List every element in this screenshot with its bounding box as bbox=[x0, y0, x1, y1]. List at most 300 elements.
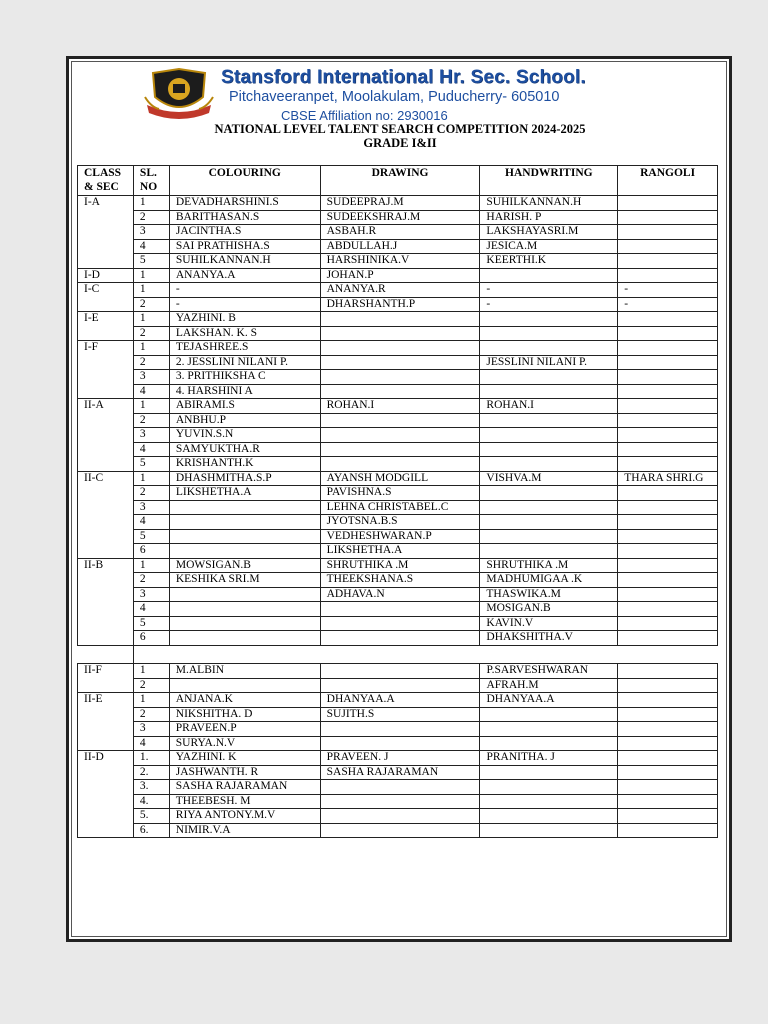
rangoli-cell bbox=[618, 326, 718, 341]
drawing-cell: ANANYA.R bbox=[320, 283, 480, 298]
handwriting-cell bbox=[480, 413, 618, 428]
drawing-cell: AYANSH MODGILL bbox=[320, 471, 480, 486]
rangoli-cell bbox=[618, 210, 718, 225]
drawing-cell bbox=[320, 794, 480, 809]
rangoli-cell bbox=[618, 312, 718, 327]
serial-cell: 5 bbox=[133, 254, 169, 269]
handwriting-cell bbox=[480, 544, 618, 559]
table-row bbox=[78, 341, 718, 356]
rangoli-cell bbox=[618, 384, 718, 399]
spacer-row bbox=[78, 645, 718, 664]
handwriting-cell: PRANITHA. J bbox=[480, 751, 618, 766]
drawing-cell: ABDULLAH.J bbox=[320, 239, 480, 254]
rangoli-cell bbox=[618, 573, 718, 588]
colouring-cell: SASHA RAJARAMAN bbox=[169, 780, 320, 795]
drawing-cell bbox=[320, 616, 480, 631]
colouring-cell: PRAVEEN.P bbox=[169, 722, 320, 737]
rangoli-cell bbox=[618, 823, 718, 838]
table-row bbox=[78, 751, 718, 766]
handwriting-cell: SUHILKANNAN.H bbox=[480, 196, 618, 211]
handwriting-cell bbox=[480, 268, 618, 283]
rangoli-cell bbox=[618, 558, 718, 573]
handwriting-cell bbox=[480, 809, 618, 824]
serial-cell: 2. bbox=[133, 765, 169, 780]
rangoli-cell bbox=[618, 765, 718, 780]
rangoli-cell bbox=[618, 678, 718, 693]
class-section-cell bbox=[78, 355, 134, 370]
table-row bbox=[78, 370, 718, 385]
table-row bbox=[78, 587, 718, 602]
rangoli-cell bbox=[618, 751, 718, 766]
table-row bbox=[78, 544, 718, 559]
rangoli-cell bbox=[618, 399, 718, 414]
colouring-cell: - bbox=[169, 297, 320, 312]
rangoli-cell bbox=[618, 486, 718, 501]
table-row bbox=[78, 355, 718, 370]
handwriting-cell bbox=[480, 722, 618, 737]
drawing-cell: SUDEEPRAJ.M bbox=[320, 196, 480, 211]
drawing-cell bbox=[320, 664, 480, 679]
colouring-cell: ANJANA.K bbox=[169, 693, 320, 708]
table-row bbox=[78, 823, 718, 838]
colouring-cell: BARITHASAN.S bbox=[169, 210, 320, 225]
colouring-cell bbox=[169, 515, 320, 530]
class-section-cell bbox=[78, 529, 134, 544]
handwriting-cell: DHANYAA.A bbox=[480, 693, 618, 708]
rangoli-cell bbox=[618, 664, 718, 679]
table-row bbox=[78, 693, 718, 708]
drawing-cell bbox=[320, 678, 480, 693]
colouring-cell bbox=[169, 500, 320, 515]
handwriting-cell bbox=[480, 486, 618, 501]
handwriting-cell bbox=[480, 794, 618, 809]
handwriting-cell bbox=[480, 312, 618, 327]
rangoli-cell bbox=[618, 500, 718, 515]
school-crest-logo bbox=[143, 67, 215, 121]
table-row bbox=[78, 442, 718, 457]
colouring-cell: THEEBESH. M bbox=[169, 794, 320, 809]
table-row bbox=[78, 471, 718, 486]
serial-cell: 1 bbox=[133, 312, 169, 327]
table-row bbox=[78, 765, 718, 780]
table-row bbox=[78, 664, 718, 679]
handwriting-cell: - bbox=[480, 297, 618, 312]
spacer-cell bbox=[78, 645, 134, 664]
class-section-cell: I-D bbox=[78, 268, 134, 283]
colouring-cell: SAI PRATHISHA.S bbox=[169, 239, 320, 254]
class-section-cell bbox=[78, 794, 134, 809]
table-row bbox=[78, 573, 718, 588]
table-row bbox=[78, 225, 718, 240]
rangoli-cell bbox=[618, 587, 718, 602]
serial-cell: 1. bbox=[133, 751, 169, 766]
drawing-cell bbox=[320, 809, 480, 824]
class-section-cell: II-B bbox=[78, 558, 134, 573]
serial-cell: 4 bbox=[133, 384, 169, 399]
class-section-cell bbox=[78, 442, 134, 457]
colouring-cell bbox=[169, 616, 320, 631]
drawing-cell: DHANYAA.A bbox=[320, 693, 480, 708]
handwriting-cell: JESSLINI NILANI P. bbox=[480, 355, 618, 370]
table-row bbox=[78, 794, 718, 809]
colouring-cell: LAKSHAN. K. S bbox=[169, 326, 320, 341]
colouring-cell: ANBHU.P bbox=[169, 413, 320, 428]
colouring-cell bbox=[169, 631, 320, 646]
table-row bbox=[78, 736, 718, 751]
serial-cell: 2 bbox=[133, 297, 169, 312]
serial-cell: 6 bbox=[133, 544, 169, 559]
colouring-cell: SURYA.N.V bbox=[169, 736, 320, 751]
drawing-cell bbox=[320, 722, 480, 737]
class-section-cell: II-A bbox=[78, 399, 134, 414]
class-section-cell bbox=[78, 457, 134, 472]
letterhead bbox=[143, 67, 623, 125]
serial-cell: 1 bbox=[133, 558, 169, 573]
handwriting-cell bbox=[480, 341, 618, 356]
serial-cell: 2 bbox=[133, 707, 169, 722]
serial-cell: 6 bbox=[133, 631, 169, 646]
column-header: RANGOLI bbox=[618, 166, 718, 196]
class-section-cell bbox=[78, 616, 134, 631]
drawing-cell bbox=[320, 602, 480, 617]
handwriting-cell: MADHUMIGAA .K bbox=[480, 573, 618, 588]
table-row bbox=[78, 384, 718, 399]
serial-cell: 2 bbox=[133, 678, 169, 693]
table-row bbox=[78, 196, 718, 211]
rangoli-cell bbox=[618, 515, 718, 530]
handwriting-cell bbox=[480, 515, 618, 530]
table-row bbox=[78, 558, 718, 573]
table-row bbox=[78, 678, 718, 693]
table-row bbox=[78, 428, 718, 443]
serial-cell: 3 bbox=[133, 428, 169, 443]
table-row bbox=[78, 631, 718, 646]
drawing-cell: JYOTSNA.B.S bbox=[320, 515, 480, 530]
rangoli-cell bbox=[618, 616, 718, 631]
drawing-cell: ASBAH.R bbox=[320, 225, 480, 240]
column-header: CLASS & SEC bbox=[78, 166, 134, 196]
colouring-cell: DEVADHARSHINI.S bbox=[169, 196, 320, 211]
class-section-cell bbox=[78, 515, 134, 530]
table-row bbox=[78, 722, 718, 737]
drawing-cell: SUJITH.S bbox=[320, 707, 480, 722]
class-section-cell bbox=[78, 678, 134, 693]
serial-cell: 1 bbox=[133, 268, 169, 283]
serial-cell: 4 bbox=[133, 442, 169, 457]
column-header: SL. NO bbox=[133, 166, 169, 196]
class-section-cell bbox=[78, 239, 134, 254]
colouring-cell: TEJASHREE.S bbox=[169, 341, 320, 356]
rangoli-cell: - bbox=[618, 283, 718, 298]
colouring-cell: LIKSHETHA.A bbox=[169, 486, 320, 501]
rangoli-cell bbox=[618, 544, 718, 559]
class-section-cell bbox=[78, 384, 134, 399]
serial-cell: 2 bbox=[133, 326, 169, 341]
rangoli-cell bbox=[618, 225, 718, 240]
drawing-cell: ADHAVA.N bbox=[320, 587, 480, 602]
handwriting-cell bbox=[480, 529, 618, 544]
table-row bbox=[78, 500, 718, 515]
colouring-cell bbox=[169, 544, 320, 559]
drawing-cell: PRAVEEN. J bbox=[320, 751, 480, 766]
rangoli-cell bbox=[618, 254, 718, 269]
class-section-cell: II-C bbox=[78, 471, 134, 486]
class-section-cell bbox=[78, 254, 134, 269]
column-header: COLOURING bbox=[169, 166, 320, 196]
table-row bbox=[78, 529, 718, 544]
serial-cell: 1 bbox=[133, 693, 169, 708]
colouring-cell: RIYA ANTONY.M.V bbox=[169, 809, 320, 824]
serial-cell: 5 bbox=[133, 529, 169, 544]
rangoli-cell bbox=[618, 341, 718, 356]
rangoli-cell bbox=[618, 707, 718, 722]
drawing-cell bbox=[320, 413, 480, 428]
handwriting-cell: VISHVA.M bbox=[480, 471, 618, 486]
class-section-cell: II-D bbox=[78, 751, 134, 766]
table-row bbox=[78, 239, 718, 254]
drawing-cell: DHARSHANTH.P bbox=[320, 297, 480, 312]
colouring-cell: 2. JESSLINI NILANI P. bbox=[169, 355, 320, 370]
drawing-cell bbox=[320, 428, 480, 443]
class-section-cell bbox=[78, 326, 134, 341]
handwriting-cell: KEERTHI.K bbox=[480, 254, 618, 269]
rangoli-cell bbox=[618, 457, 718, 472]
class-section-cell bbox=[78, 736, 134, 751]
table-row bbox=[78, 707, 718, 722]
handwriting-cell bbox=[480, 384, 618, 399]
handwriting-cell bbox=[480, 428, 618, 443]
serial-cell: 4 bbox=[133, 602, 169, 617]
table-row bbox=[78, 809, 718, 824]
class-section-cell bbox=[78, 780, 134, 795]
serial-cell: 5. bbox=[133, 809, 169, 824]
serial-cell: 4 bbox=[133, 515, 169, 530]
table-row bbox=[78, 457, 718, 472]
colouring-cell: 4. HARSHINI A bbox=[169, 384, 320, 399]
colouring-cell: 3. PRITHIKSHA C bbox=[169, 370, 320, 385]
class-section-cell bbox=[78, 210, 134, 225]
colouring-cell: KESHIKA SRI.M bbox=[169, 573, 320, 588]
rangoli-cell bbox=[618, 809, 718, 824]
colouring-cell: M.ALBIN bbox=[169, 664, 320, 679]
handwriting-cell bbox=[480, 780, 618, 795]
serial-cell: 2 bbox=[133, 413, 169, 428]
serial-cell: 2 bbox=[133, 573, 169, 588]
class-section-cell bbox=[78, 500, 134, 515]
handwriting-cell: HARISH. P bbox=[480, 210, 618, 225]
colouring-cell bbox=[169, 587, 320, 602]
serial-cell: 5 bbox=[133, 616, 169, 631]
colouring-cell bbox=[169, 678, 320, 693]
rangoli-cell: - bbox=[618, 297, 718, 312]
drawing-cell: HARSHINIKA.V bbox=[320, 254, 480, 269]
colouring-cell: KRISHANTH.K bbox=[169, 457, 320, 472]
table-row bbox=[78, 297, 718, 312]
colouring-cell: YUVIN.S.N bbox=[169, 428, 320, 443]
drawing-cell bbox=[320, 384, 480, 399]
rangoli-cell bbox=[618, 529, 718, 544]
table-row bbox=[78, 210, 718, 225]
drawing-cell bbox=[320, 341, 480, 356]
class-section-cell: I-C bbox=[78, 283, 134, 298]
rangoli-cell bbox=[618, 413, 718, 428]
class-section-cell bbox=[78, 370, 134, 385]
grade-subtitle: GRADE I&II bbox=[363, 136, 437, 150]
serial-cell: 6. bbox=[133, 823, 169, 838]
table-row bbox=[78, 602, 718, 617]
drawing-cell bbox=[320, 312, 480, 327]
class-section-cell bbox=[78, 413, 134, 428]
colouring-cell: NIMIR.V.A bbox=[169, 823, 320, 838]
serial-cell: 4 bbox=[133, 736, 169, 751]
drawing-cell bbox=[320, 370, 480, 385]
handwriting-cell bbox=[480, 736, 618, 751]
serial-cell: 1 bbox=[133, 471, 169, 486]
class-section-cell bbox=[78, 486, 134, 501]
table-row bbox=[78, 268, 718, 283]
drawing-cell: LEHNA CHRISTABEL.C bbox=[320, 500, 480, 515]
rangoli-cell bbox=[618, 355, 718, 370]
rangoli-cell bbox=[618, 442, 718, 457]
handwriting-cell: ROHAN.I bbox=[480, 399, 618, 414]
rangoli-cell bbox=[618, 239, 718, 254]
drawing-cell: SUDEEKSHRAJ.M bbox=[320, 210, 480, 225]
column-header: HANDWRITING bbox=[480, 166, 618, 196]
drawing-cell bbox=[320, 780, 480, 795]
class-section-cell: I-F bbox=[78, 341, 134, 356]
drawing-cell bbox=[320, 736, 480, 751]
colouring-cell bbox=[169, 602, 320, 617]
table-row bbox=[78, 413, 718, 428]
rangoli-cell bbox=[618, 370, 718, 385]
serial-cell: 3 bbox=[133, 225, 169, 240]
class-section-cell bbox=[78, 602, 134, 617]
column-header: DRAWING bbox=[320, 166, 480, 196]
serial-cell: 3 bbox=[133, 500, 169, 515]
serial-cell: 1 bbox=[133, 196, 169, 211]
drawing-cell bbox=[320, 326, 480, 341]
table-row bbox=[78, 515, 718, 530]
table-row bbox=[78, 283, 718, 298]
handwriting-cell: KAVIN.V bbox=[480, 616, 618, 631]
colouring-cell: NIKSHITHA. D bbox=[169, 707, 320, 722]
serial-cell: 3 bbox=[133, 370, 169, 385]
rangoli-cell bbox=[618, 736, 718, 751]
serial-cell: 3 bbox=[133, 587, 169, 602]
document-title: NATIONAL LEVEL TALENT SEARCH COMPETITION 2024-2025 bbox=[214, 122, 586, 136]
table-row bbox=[78, 616, 718, 631]
class-section-cell bbox=[78, 297, 134, 312]
class-section-cell bbox=[78, 707, 134, 722]
serial-cell: 3 bbox=[133, 722, 169, 737]
table-row bbox=[78, 326, 718, 341]
drawing-cell: JOHAN.P bbox=[320, 268, 480, 283]
drawing-cell: LIKSHETHA.A bbox=[320, 544, 480, 559]
drawing-cell: THEEKSHANA.S bbox=[320, 573, 480, 588]
serial-cell: 2 bbox=[133, 355, 169, 370]
rangoli-cell bbox=[618, 722, 718, 737]
rangoli-cell bbox=[618, 794, 718, 809]
table-row bbox=[78, 486, 718, 501]
handwriting-cell: THASWIKA.M bbox=[480, 587, 618, 602]
table-row bbox=[78, 399, 718, 414]
drawing-cell: SHRUTHIKA .M bbox=[320, 558, 480, 573]
colouring-cell: ABIRAMI.S bbox=[169, 399, 320, 414]
class-section-cell bbox=[78, 544, 134, 559]
class-section-cell bbox=[78, 765, 134, 780]
class-section-cell bbox=[78, 809, 134, 824]
class-section-cell bbox=[78, 823, 134, 838]
drawing-cell bbox=[320, 457, 480, 472]
table-row bbox=[78, 780, 718, 795]
rangoli-cell bbox=[618, 602, 718, 617]
drawing-cell bbox=[320, 631, 480, 646]
class-section-cell bbox=[78, 573, 134, 588]
handwriting-cell bbox=[480, 500, 618, 515]
colouring-cell: YAZHINI. K bbox=[169, 751, 320, 766]
results-table-1 bbox=[77, 165, 718, 664]
handwriting-cell: JESICA.M bbox=[480, 239, 618, 254]
handwriting-cell bbox=[480, 765, 618, 780]
serial-cell: 2 bbox=[133, 210, 169, 225]
document-page bbox=[66, 56, 732, 942]
drawing-cell: ROHAN.I bbox=[320, 399, 480, 414]
handwriting-cell bbox=[480, 442, 618, 457]
rangoli-cell: THARA SHRI.G bbox=[618, 471, 718, 486]
colouring-cell: MOWSIGAN.B bbox=[169, 558, 320, 573]
affiliation-number: CBSE Affiliation no: 2930016 bbox=[281, 108, 448, 123]
class-section-cell bbox=[78, 428, 134, 443]
handwriting-cell: DHAKSHITHA.V bbox=[480, 631, 618, 646]
drawing-cell bbox=[320, 442, 480, 457]
handwriting-cell: MOSIGAN.B bbox=[480, 602, 618, 617]
handwriting-cell: P.SARVESHWARAN bbox=[480, 664, 618, 679]
rangoli-cell bbox=[618, 780, 718, 795]
table-header-row bbox=[78, 166, 718, 196]
class-section-cell bbox=[78, 722, 134, 737]
class-section-cell: II-E bbox=[78, 693, 134, 708]
serial-cell: 2 bbox=[133, 486, 169, 501]
drawing-cell bbox=[320, 823, 480, 838]
school-name: Stansford International Hr. Sec. School. bbox=[221, 67, 586, 88]
handwriting-cell: SHRUTHIKA .M bbox=[480, 558, 618, 573]
serial-cell: 4. bbox=[133, 794, 169, 809]
drawing-cell: VEDHESHWARAN.P bbox=[320, 529, 480, 544]
handwriting-cell bbox=[480, 457, 618, 472]
school-address: Pitchaveeranpet, Moolakulam, Puducherry- 605010 bbox=[229, 89, 560, 105]
colouring-cell: SUHILKANNAN.H bbox=[169, 254, 320, 269]
class-section-cell: II-F bbox=[78, 664, 134, 679]
colouring-cell: DHASHMITHA.S.P bbox=[169, 471, 320, 486]
drawing-cell: SASHA RAJARAMAN bbox=[320, 765, 480, 780]
drawing-cell bbox=[320, 355, 480, 370]
handwriting-cell: LAKSHAYASRI.M bbox=[480, 225, 618, 240]
colouring-cell bbox=[169, 529, 320, 544]
class-section-cell bbox=[78, 225, 134, 240]
colouring-cell: JACINTHA.S bbox=[169, 225, 320, 240]
handwriting-cell: AFRAH.M bbox=[480, 678, 618, 693]
class-section-cell bbox=[78, 631, 134, 646]
serial-cell: 1 bbox=[133, 283, 169, 298]
drawing-cell: PAVISHNA.S bbox=[320, 486, 480, 501]
class-section-cell: I-A bbox=[78, 196, 134, 211]
class-section-cell: I-E bbox=[78, 312, 134, 327]
colouring-cell: JASHWANTH. R bbox=[169, 765, 320, 780]
colouring-cell: YAZHINI. B bbox=[169, 312, 320, 327]
serial-cell: 3. bbox=[133, 780, 169, 795]
rangoli-cell bbox=[618, 693, 718, 708]
spacer-cell bbox=[133, 645, 717, 664]
